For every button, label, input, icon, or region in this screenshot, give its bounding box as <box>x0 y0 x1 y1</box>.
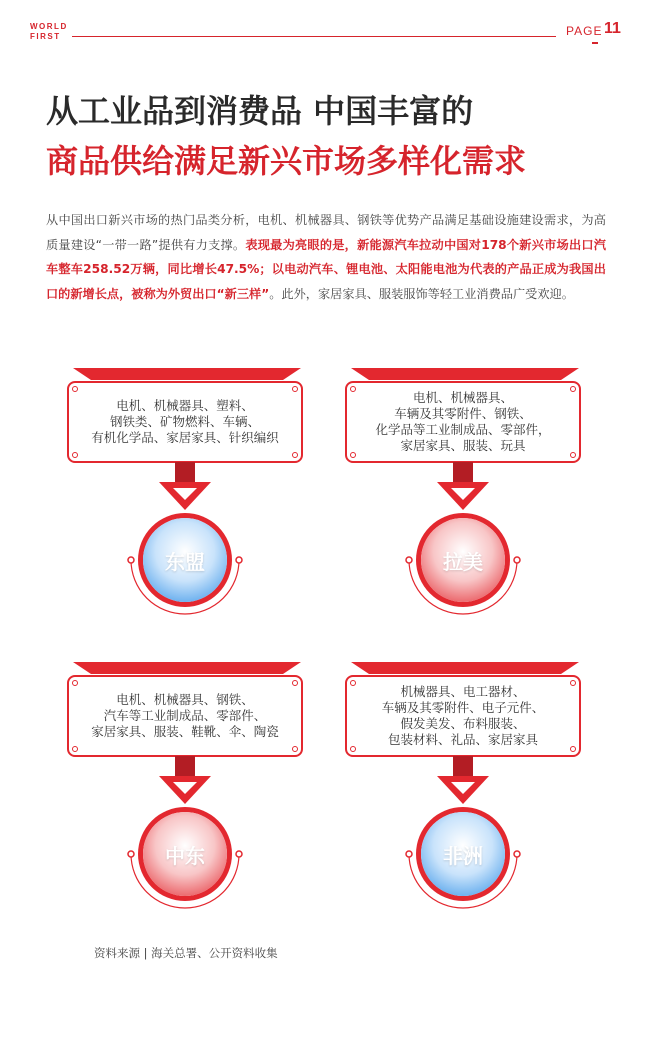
card-top-band <box>351 368 579 380</box>
down-arrow-icon <box>155 462 215 514</box>
region-badge <box>421 812 505 896</box>
source-note: 资料来源 | 海关总署、公开资料收集 <box>94 946 278 960</box>
card-top-band <box>351 662 579 674</box>
title-line-2: 商品供给满足新兴市场多样化需求 <box>46 142 527 180</box>
world-first-logo <box>30 22 68 42</box>
products-box <box>67 675 303 757</box>
region-badge <box>143 812 227 896</box>
logo-line-2: FIRST <box>30 32 61 41</box>
region-name: 东盟 <box>165 549 205 574</box>
products-text: 电机、机械器具、塑料、 钢铁类、矿物燃料、车辆、 有机化学品、家居家具、针织编织 <box>91 398 279 445</box>
logo-line-1: WORLD <box>30 22 68 31</box>
region-name: 非洲 <box>443 843 483 868</box>
title-line-1: 从工业品到消费品 中国丰富的 <box>46 92 474 130</box>
intro-paragraph <box>46 208 606 306</box>
region-card-asean <box>67 368 307 638</box>
card-top-band <box>73 662 301 674</box>
region-badge <box>421 518 505 602</box>
products-text: 电机、机械器具、钢铁、 汽车等工业制成品、零部件、 家居家具、服装、鞋靴、伞、陶瓷 <box>91 692 279 739</box>
products-text: 机械器具、电工器材、 车辆及其零附件、电子元件、 假发美发、布料服装、 包装材料、礼品、家居家具 <box>381 684 545 747</box>
region-card-middle-east <box>67 662 307 932</box>
region-card-latam <box>345 368 585 638</box>
intro-text-2: 。此外，家居家具、服装服饰等轻工业消费品广受欢迎。 <box>269 286 574 301</box>
products-box <box>345 381 581 463</box>
down-arrow-icon <box>433 462 493 514</box>
down-arrow-icon <box>155 756 215 808</box>
region-card-africa <box>345 662 585 932</box>
intro-highlight: 表现最为亮眼的是，新能源汽车拉动中国对178个新兴市场出口汽车整车258.52万辆，同比增长47.5%；以电动汽车、锂电池、太阳能电池为代表的产品正成为我国出口的新增长点，被称为外贸出口“新三样” <box>46 237 606 301</box>
region-name: 拉美 <box>443 549 483 574</box>
products-box <box>67 381 303 463</box>
page-label: PAGE <box>566 24 603 38</box>
products-text: 电机、机械器具、 车辆及其零附件、钢铁、 化学品等工业制成品、零部件， 家居家具、服装、玩具 <box>375 390 551 453</box>
intro-text-1: 从中国出口新兴市场的热门品类分析，电机、机械器具、钢铁等优势产品满足基础设施建设需求，为高质量建设“一带一路”提供有力支撑。 <box>46 213 606 252</box>
header-rule <box>72 36 556 37</box>
products-box <box>345 675 581 757</box>
region-name: 中东 <box>165 843 205 868</box>
page-number: 11 <box>604 20 621 37</box>
page-number-underline <box>592 42 598 44</box>
region-badge <box>143 518 227 602</box>
down-arrow-icon <box>433 756 493 808</box>
card-top-band <box>73 368 301 380</box>
